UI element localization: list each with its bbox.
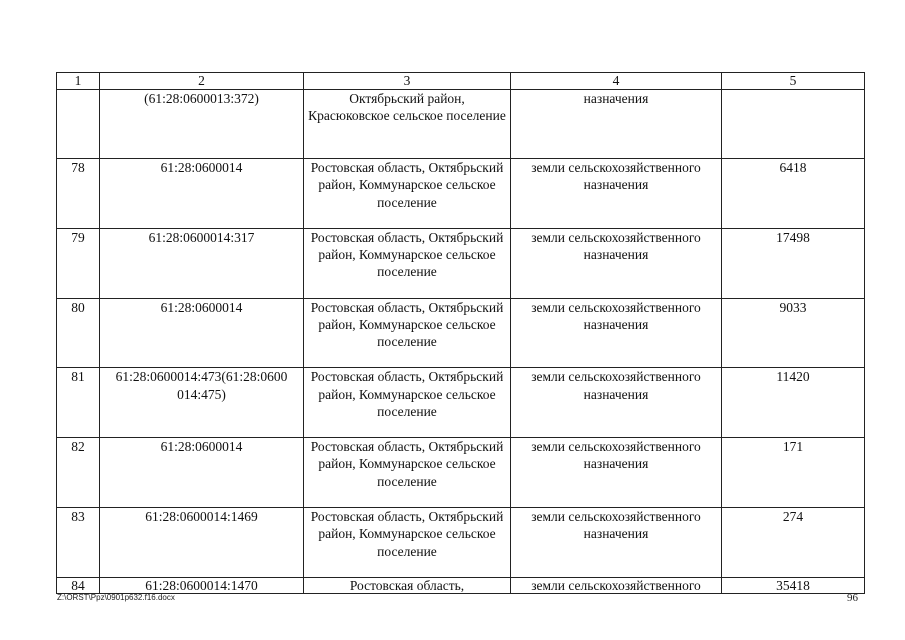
- row-number-cell: 78: [57, 159, 100, 229]
- row-number-cell: [57, 90, 100, 159]
- land-category-cell: земли сельскохозяйственного: [511, 577, 722, 593]
- location-cell: Ростовская область, Октябрьский район, Коммунарское сельское поселение: [304, 368, 511, 438]
- land-category-cell: земли сельскохозяйственного назначения: [511, 298, 722, 368]
- area-cell: 9033: [722, 298, 865, 368]
- row-number-cell: 82: [57, 438, 100, 508]
- land-category-cell: земли сельскохозяйственного назначения: [511, 438, 722, 508]
- table-row: [57, 438, 865, 508]
- column-header-1: 1: [57, 73, 100, 90]
- cadastral-number-cell: 61:28:0600014: [100, 159, 304, 229]
- cadastral-number-cell: 61:28:0600014:1469: [100, 507, 304, 577]
- table-row: [57, 159, 865, 229]
- area-cell: [722, 90, 865, 159]
- cadastral-number-cell: 61:28:0600014:473(61:28:0600 014:475): [100, 368, 304, 438]
- footer-file-path: Z:\ORST\Ppz\0901p632.f16.docx: [57, 593, 175, 602]
- area-cell: 171: [722, 438, 865, 508]
- area-cell: 17498: [722, 228, 865, 298]
- land-category-cell: земли сельскохозяйственного назначения: [511, 159, 722, 229]
- page-number: 96: [847, 592, 858, 604]
- area-cell: 35418: [722, 577, 865, 593]
- land-plots-table: [56, 72, 865, 594]
- row-number-cell: 80: [57, 298, 100, 368]
- row-number-cell: 81: [57, 368, 100, 438]
- location-cell: Ростовская область, Октябрьский район, Коммунарское сельское поселение: [304, 438, 511, 508]
- location-cell: Ростовская область, Октябрьский район, Коммунарское сельское поселение: [304, 159, 511, 229]
- table-row: [57, 90, 865, 159]
- location-cell: Ростовская область, Октябрьский район, Коммунарское сельское поселение: [304, 298, 511, 368]
- location-cell: Октябрьский район, Красюковское сельское поселение: [304, 90, 511, 159]
- column-header-3: 3: [304, 73, 511, 90]
- table-header-row: [57, 73, 865, 90]
- cadastral-number-cell: 61:28:0600014: [100, 438, 304, 508]
- row-number-cell: 84: [57, 577, 100, 593]
- table-row: [57, 368, 865, 438]
- cadastral-number-cell: 61:28:0600014: [100, 298, 304, 368]
- land-category-cell: назначения: [511, 90, 722, 159]
- row-number-cell: 83: [57, 507, 100, 577]
- location-cell: Ростовская область, Октябрьский район, Коммунарское сельское поселение: [304, 228, 511, 298]
- column-header-5: 5: [722, 73, 865, 90]
- cadastral-number-cell: (61:28:0600013:372): [100, 90, 304, 159]
- row-number-cell: 79: [57, 228, 100, 298]
- area-cell: 274: [722, 507, 865, 577]
- column-header-4: 4: [511, 73, 722, 90]
- land-category-cell: земли сельскохозяйственного назначения: [511, 368, 722, 438]
- location-cell: Ростовская область, Октябрьский район, Коммунарское сельское поселение: [304, 507, 511, 577]
- table-row: [57, 228, 865, 298]
- cadastral-number-cell: 61:28:0600014:317: [100, 228, 304, 298]
- cadastral-number-cell: 61:28:0600014:1470: [100, 577, 304, 593]
- area-cell: 11420: [722, 368, 865, 438]
- land-category-cell: земли сельскохозяйственного назначения: [511, 507, 722, 577]
- column-header-2: 2: [100, 73, 304, 90]
- table-row: [57, 298, 865, 368]
- location-cell: Ростовская область,: [304, 577, 511, 593]
- land-category-cell: земли сельскохозяйственного назначения: [511, 228, 722, 298]
- table-row: [57, 507, 865, 577]
- area-cell: 6418: [722, 159, 865, 229]
- table-row: [57, 577, 865, 593]
